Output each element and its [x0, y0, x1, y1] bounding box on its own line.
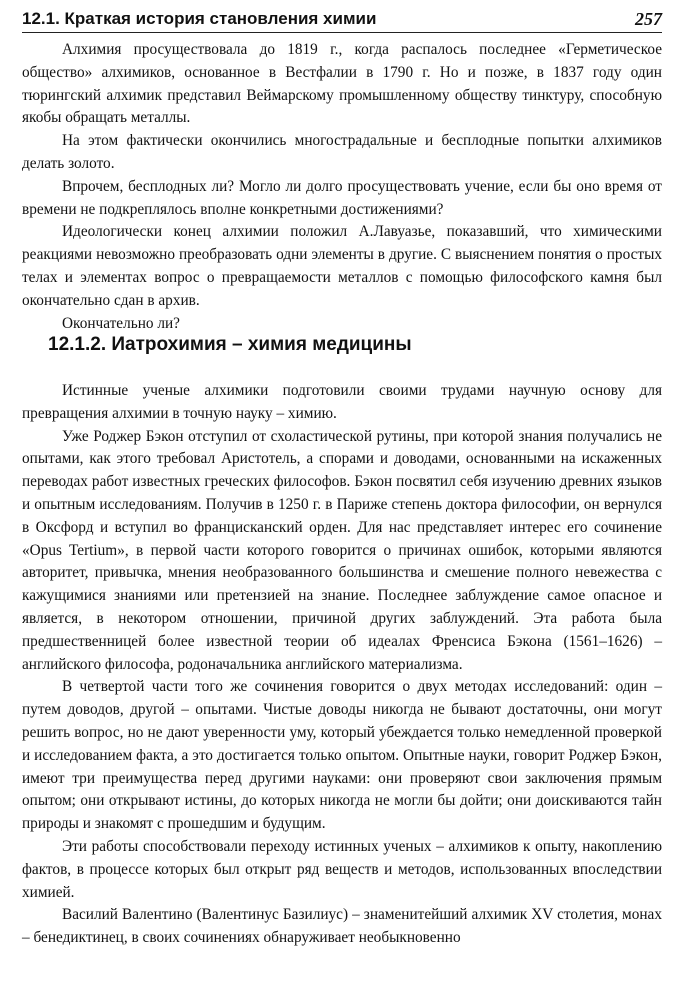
paragraph: Впрочем, бесплодных ли? Могло ли долго просуществовать учение, если бы оно время от времени не подкреплялось вполне конкретными достижениями?: [22, 177, 662, 218]
running-header: [22, 6, 662, 33]
paragraph: Окончательно ли?: [62, 314, 180, 332]
paragraph: На этом фактически окончились многострадальные и бесплодные попытки алхимиков делать золото.: [22, 132, 662, 172]
paragraph: Истинные ученые алхимики подготовили своими трудами научную основу для превращения алхимии в точную науку – химию.: [22, 382, 662, 422]
paragraph: Идеологически конец алхимии положил А.Лавуазье, показавший, что химическими реакциями невозможно преобразовать одни элементы в другие. С выяснением понятия о простых телах и элементах вопрос о превращаемости металлов с помощью философского камня был окончательно сдан в архив.: [22, 223, 662, 309]
section-heading: 12.1.2. Иатрохимия – химия медицины: [48, 334, 412, 355]
paragraph: В четвертой части того же сочинения говорится о двух методах исследований: один – путем доводов, другой – опытами. Чистые доводы никогда не бывают достаточны, они могут решить вопрос, но не дают уверенности уму, который убеждается только немедленной проверкой и исследованием факта, а это достигается только опытом. Опытные науки, говорит Роджер Бэкон, имеют три преимущества перед другими науками: они проверяют свои заключения прямым опытом; они открывают истины, до которых никогда не могли бы дойти; они доискиваются тайн природы и знакомят с прошедшим и будущим.: [22, 678, 662, 833]
running-header-title: 12.1. Краткая история становления химии: [22, 9, 377, 28]
intro-text: [22, 39, 662, 335]
paragraph: Эти работы способствовали переходу истинных ученых – алхимиков к опыту, накоплению фактов, в процессе которых был открыт ряд веществ и методов, использованных впоследствии химией.: [22, 837, 662, 901]
section-text: [22, 380, 662, 950]
paragraph: Алхимия просуществовала до 1819 г., когда распалось последнее «Герметическое общество» алхимиков, основанное в Вестфалии в 1790 г. Но и позже, в 1837 году один тюрингский алхимик представил Веймарскому промышленному обществу тинктуру, способную якобы обращать металлы.: [22, 41, 662, 127]
paragraph: Уже Роджер Бэкон отступил от схоластической рутины, при которой знания получались не опытами, как этого требовал Аристотель, а спорами и доводами, основанными на искаженных переводах работ известных греческих философов. Бэкон посвятил себя изучению древних языков и опытным исследованиям. Получив в 1250 г. в Париже степень доктора философии, он вернулся в Оксфорд и вступил во францисканский орден. Для нас представляет интерес его сочинение «Opus Tertium», в первой части которого говорится о причинах ошибок, которыми являются авторитет, привычка, мнения необразованного большинства и смешение полного невежества с кажущимися знаниями или претензией на знание. Последнее заблуждение самое опасное и является, в некотором отношении, причиной других заблуждений. Эта работа была предшественницей более известной теории об идеалах Френсиса Бэкона (1561–1626) – английского философа, родоначальника английского материализма.: [22, 427, 662, 673]
paragraph: Василий Валентино (Валентинус Базилиус) – знаменитейший алхимик XV столетия, монах – бенедиктинец, в своих сочинениях обнаруживает необыкновенно: [22, 906, 662, 947]
page-number: 257: [635, 9, 662, 29]
